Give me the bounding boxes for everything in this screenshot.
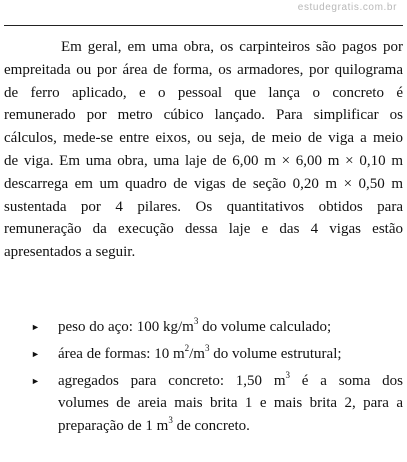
paragraph-line: cálculos, mede-se entre eixos, ou seja, de meio de viga a meio bbox=[4, 130, 403, 147]
bullet-list bbox=[4, 316, 403, 438]
paragraph-line: de viga. Em uma obra, uma laje de 6,00 m × 6,00 m × 0,10 m bbox=[4, 152, 403, 169]
paragraph-line: remunerado por metro cúbico lançado. Para simplificar os bbox=[4, 107, 403, 124]
paragraph-line: empreitada ou por área de forma, os armadores, por quilograma bbox=[4, 61, 403, 78]
bullet-arrow-icon: ► bbox=[31, 348, 40, 359]
paragraph-line: sustentada por 4 pilares. Os quantitativos obtidos para bbox=[4, 198, 403, 215]
list-item bbox=[4, 343, 403, 366]
list-item bbox=[4, 370, 403, 438]
question-paragraph bbox=[4, 36, 403, 264]
bullet-line: área de formas: 10 $m^2/m^3$ do volume estrutural; bbox=[58, 342, 342, 362]
bullet-line: agregados para concreto: 1,50 $m^3$ é a soma dos bbox=[58, 369, 403, 389]
paragraph-line: apresentados a seguir. bbox=[4, 244, 136, 261]
bullet-arrow-icon: ► bbox=[31, 375, 40, 386]
bullet-line: preparação de 1 $m^3$ de concreto. bbox=[58, 415, 250, 435]
list-item bbox=[4, 316, 403, 339]
paragraph-line: de ferro aplicado, e o pessoal que lança o concreto é bbox=[4, 84, 403, 101]
paragraph-line: remuneração da execução dessa laje e das 4 vigas estão bbox=[4, 221, 403, 238]
bullet-arrow-icon: ► bbox=[31, 322, 40, 332]
paragraph-line: descarrega em um quadro de vigas de seção 0,20 m × 0,50 m bbox=[4, 175, 403, 192]
watermark: estudegratis.com.br bbox=[297, 2, 397, 13]
paragraph-line: Em geral, em uma obra, os carpinteiros são pagos por bbox=[61, 39, 403, 55]
top-divider bbox=[4, 25, 403, 26]
bullet-line: peso do aço: 100 $kg/m^3$ do volume calculado; bbox=[58, 316, 332, 335]
bullet-line: volumes de areia mais brita 1 e mais brita 2, para a bbox=[58, 395, 403, 412]
